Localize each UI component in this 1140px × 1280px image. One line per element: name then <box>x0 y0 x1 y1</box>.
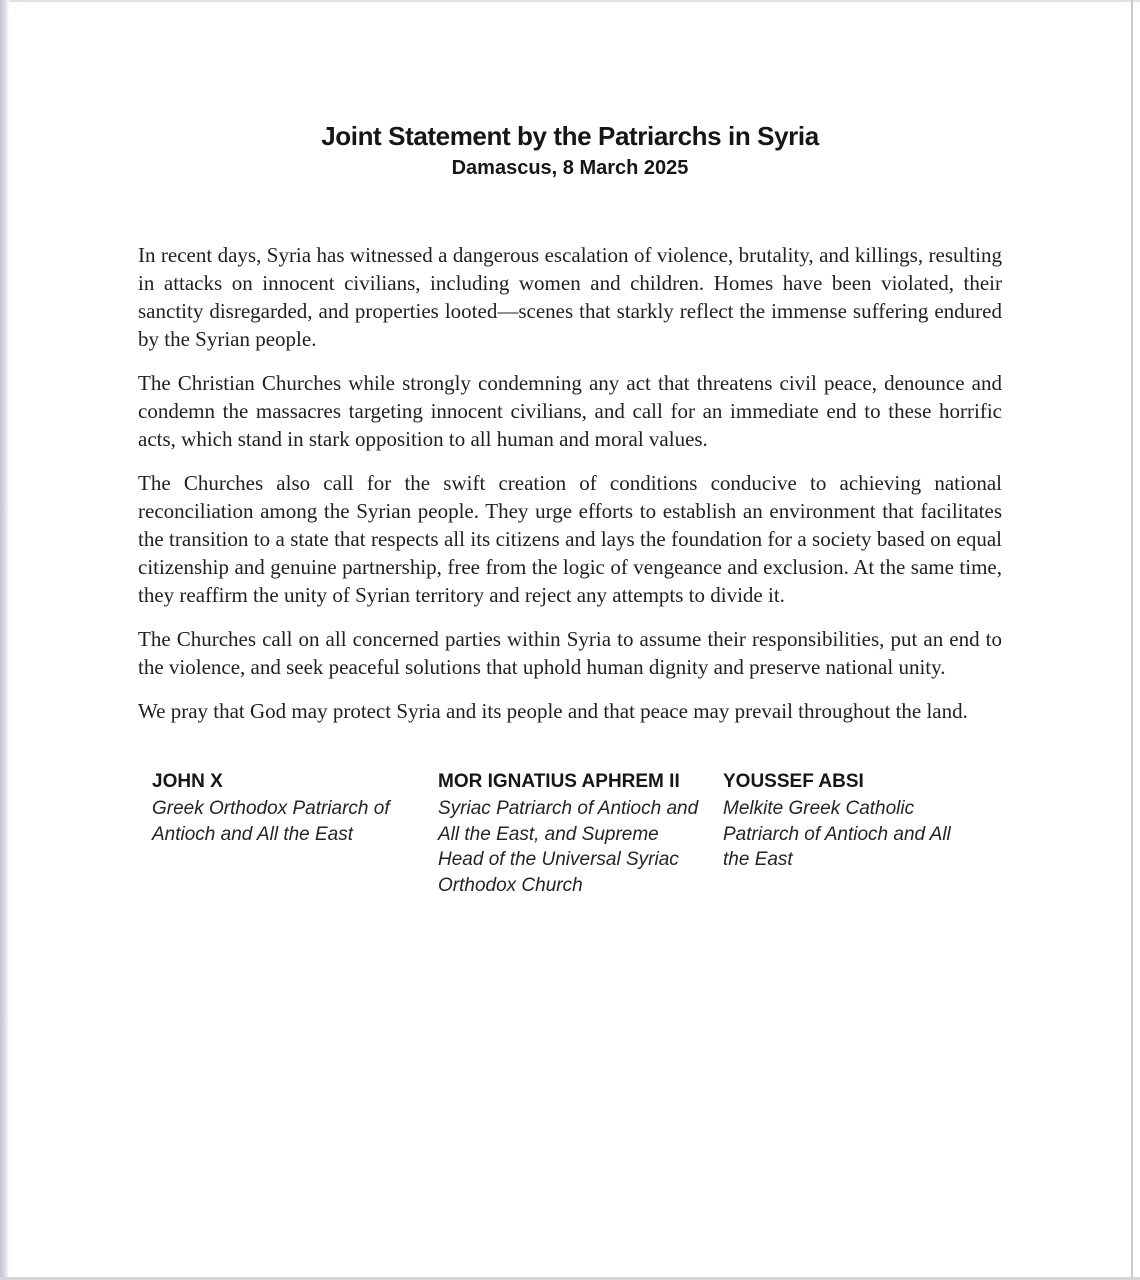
signatory-title: Melkite Greek Catholic Patriarch of Antioch and All the East <box>723 798 951 870</box>
signatory-title: Greek Orthodox Patriarch of Antioch and All the East <box>152 798 390 845</box>
document-subtitle: Damascus, 8 March 2025 <box>451 157 689 179</box>
signatory-youssef-absi <box>723 769 978 898</box>
photo-edge-left <box>0 0 9 1280</box>
document-page <box>138 0 1002 898</box>
signatory-john-x <box>152 769 438 898</box>
document-header <box>138 0 1002 181</box>
signatory-mor-ignatius-aphrem-ii <box>438 769 723 898</box>
signature-block <box>152 769 1002 898</box>
signatory-name: MOR IGNATIUS APHREM II <box>438 771 680 792</box>
photo-edge-right <box>1131 0 1133 1280</box>
paragraph-3: The Churches also call for the swift creation of conditions conducive to achieving national reconciliation among the Syrian people. They urge efforts to establish an environment that facilitates the transition to a state that respects all its citizens and lays the foundation for a society based on equal citizenship and genuine partnership, free from the logic of vengeance and exclusion. At the same time, they reaffirm the unity of Syrian territory and reject any attempts to divide it. <box>138 471 1002 607</box>
paragraph-5: We pray that God may protect Syria and its people and that peace may prevail throughout the land. <box>138 699 968 723</box>
paragraph-2: The Christian Churches while strongly condemning any act that threatens civil peace, denounce and condemn the massacres targeting innocent civilians, and call for an immediate end to these horrific acts, which stand in stark opposition to all human and moral values. <box>138 371 1002 451</box>
paragraph-4: The Churches call on all concerned parties within Syria to assume their responsibilities, put an end to the violence, and seek peaceful solutions that uphold human dignity and preserve national unity. <box>138 627 1002 679</box>
paragraph-1: In recent days, Syria has witnessed a dangerous escalation of violence, brutality, and killings, resulting in attacks on innocent civilians, including women and children. Homes have been violated, their sanctity disregarded, and properties looted—scenes that starkly reflect the immense suffering endured by the Syrian people. <box>138 243 1002 351</box>
statement-body <box>138 241 1002 725</box>
document-title: Joint Statement by the Patriarchs in Syria <box>321 121 819 151</box>
signatory-name: JOHN X <box>152 771 223 792</box>
signatory-title: Syriac Patriarch of Antioch and All the East, and Supreme Head of the Universal Syriac Orthodox Church <box>438 798 699 896</box>
signatory-name: YOUSSEF ABSI <box>723 771 864 792</box>
